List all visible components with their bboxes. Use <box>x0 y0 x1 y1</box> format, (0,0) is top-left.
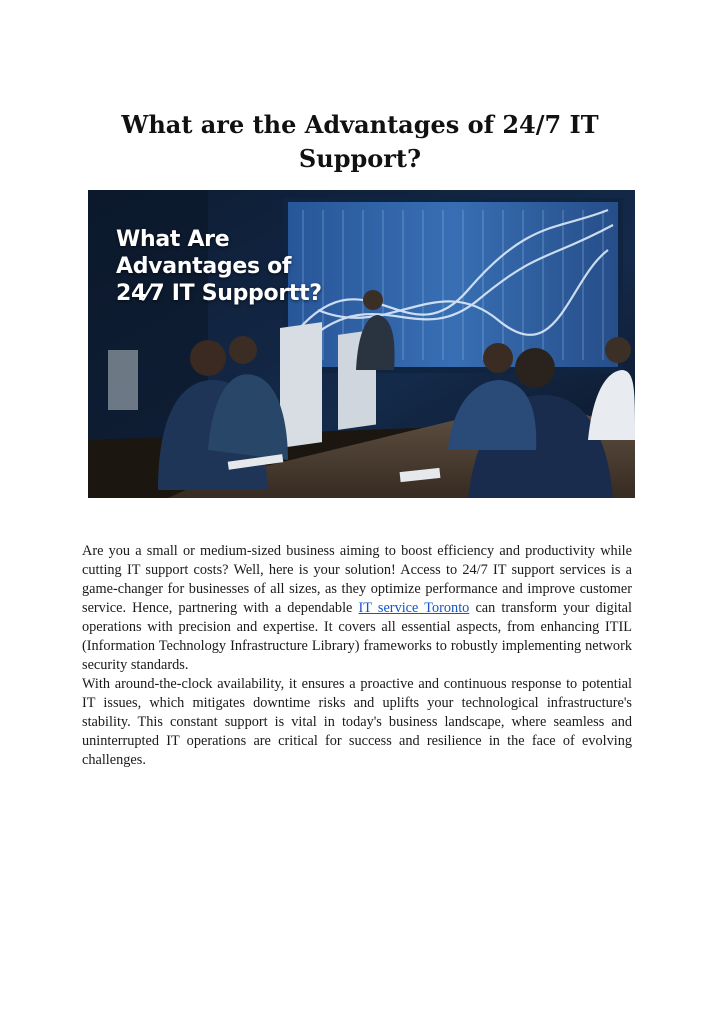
hero-overlay-line-3: 24⁄7 IT Supportt? <box>116 281 322 306</box>
title-line-2: Support? <box>298 144 422 173</box>
title-line-1: What are the Advantages of 24/7 IT <box>121 110 599 139</box>
paragraph-1-text-b: can transform your digital operations with precision and expertise. It covers all essential aspects, from enhancing ITIL (Information Technology Infrastructure Library) frameworks to robustly implementing network security standards. <box>82 600 632 673</box>
hero-overlay-line-1: What Are <box>116 227 230 252</box>
paragraph-1-text-a: Are you a small or medium-sized business aiming to boost efficiency and productivity while cutting IT support costs? Well, here is your solution! Access to 24/7 IT support services is a game-changer for businesses of all sizes, as they optimize performance and improve customer service. Hence, partnering with a dependable <box>82 543 632 616</box>
hero-overlay-title <box>116 226 322 307</box>
paragraph-1 <box>82 542 632 675</box>
paragraph-2: With around-the-clock availability, it ensures a proactive and continuous response to potential IT issues, which mitigates downtime risks and uplifts your technological infrastructure's stability. This constant support is vital in today's business landscape, where seamless and uninterrupted IT operations are critical for success and resilience in the face of evolving challenges. <box>82 676 632 768</box>
article-body <box>82 542 632 770</box>
page-title <box>90 108 630 176</box>
it-service-toronto-link[interactable]: IT service Toronto <box>358 600 470 616</box>
hero-overlay-line-2: Advantages of <box>116 254 292 279</box>
hero-image <box>88 190 635 498</box>
